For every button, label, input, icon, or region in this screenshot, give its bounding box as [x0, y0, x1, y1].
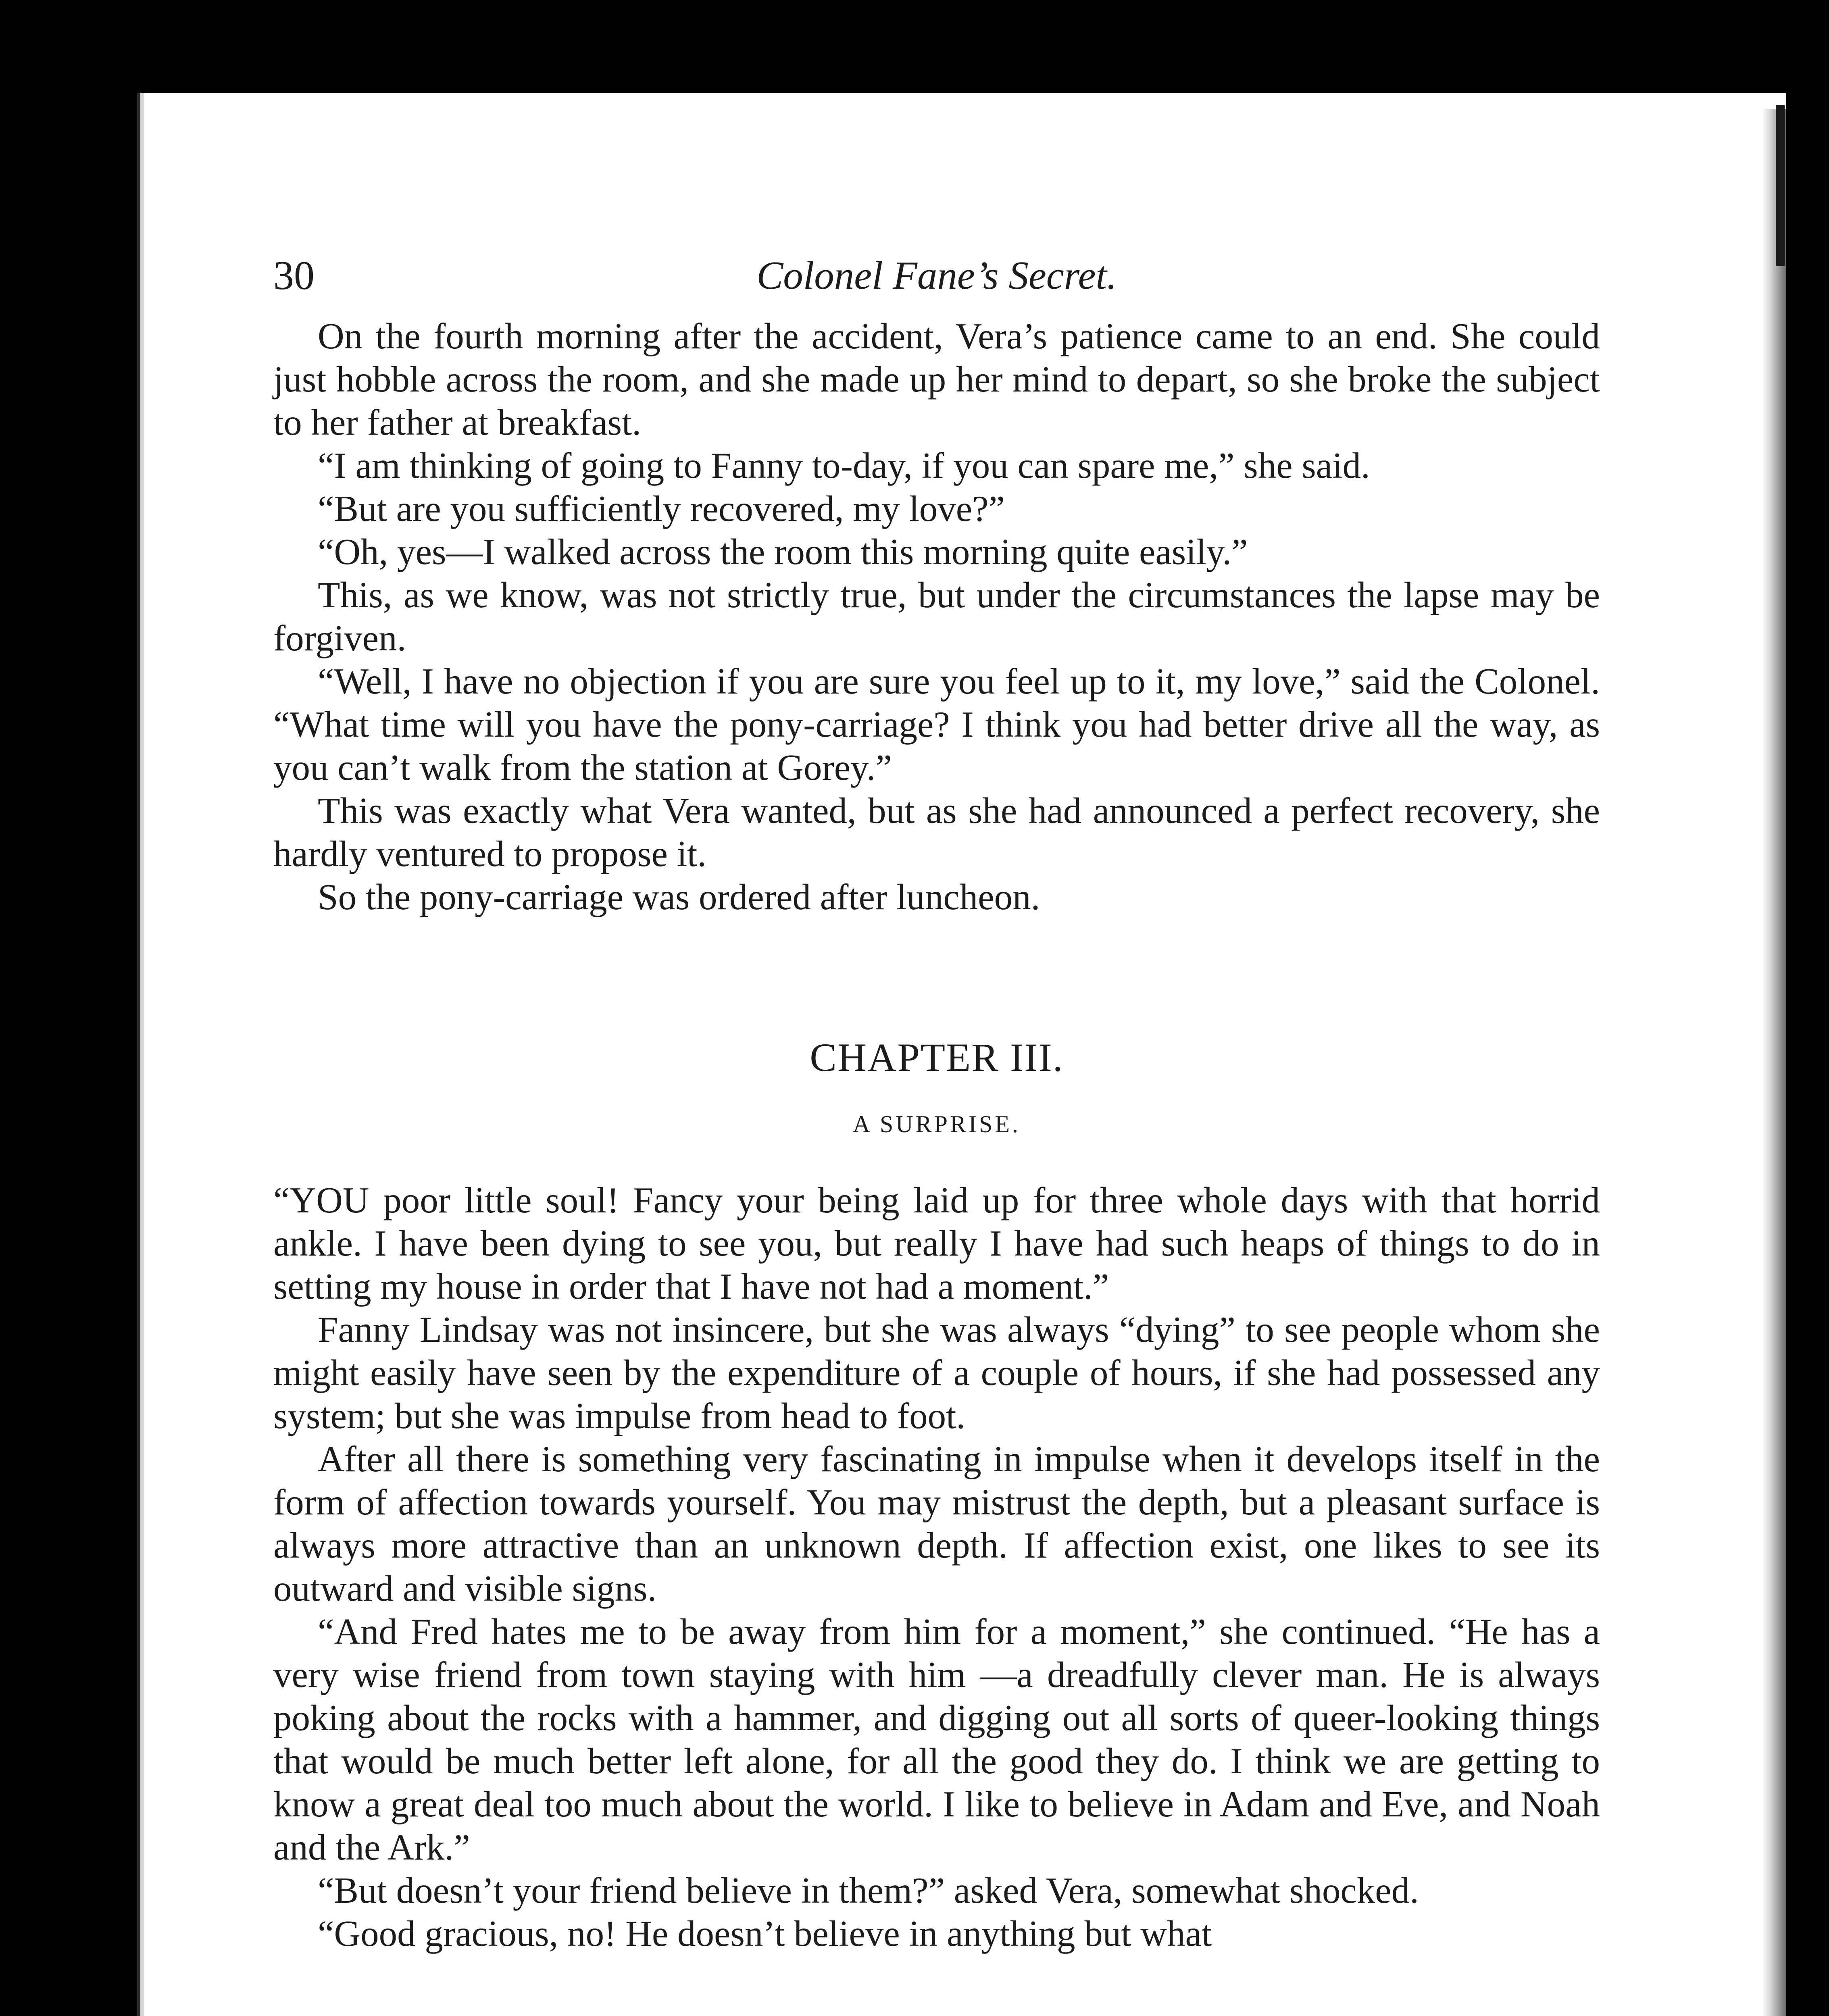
text-block: [273, 246, 1600, 1955]
book-page: [137, 93, 1786, 2016]
paragraph: “But doesn’t your friend believe in them?” asked Vera, somewhat shocked.: [318, 1870, 1419, 1911]
chapter-title: CHAPTER III.: [810, 1035, 1064, 1080]
paragraph: “Well, I have no objection if you are sure you feel up to it, my love,” said the Colonel. “What time will you have the pony-carriage? I think you had better drive all the way, as you can’t walk from the station at Gorey.”: [273, 661, 1600, 788]
paragraph: This was exactly what Vera wanted, but as she had announced a perfect recovery, she hardly ventured to propose it.: [273, 790, 1600, 874]
page-number: 30: [273, 253, 315, 298]
paragraph: “And Fred hates me to be away from him for a moment,” she continued. “He has a very wise friend from town staying with him —a dreadfully clever man. He is always poking about the rocks with a hammer, and digging out all sorts of queer-looking things that would be much better left alone, for all the good they do. I think we are getting to know a great deal too much about the world. I like to believe in Adam and Eve, and Noah and the Ark.”: [273, 1611, 1600, 1868]
running-title: Colonel Fane’s Secret.: [756, 254, 1117, 298]
paragraph: This, as we know, was not strictly true, but under the circumstances the lapse may be forgiven.: [273, 575, 1600, 658]
chapter-spacer: [273, 918, 1600, 1033]
binding-mark: [1776, 105, 1785, 266]
paragraph: “Oh, yes—I walked across the room this morning quite easily.”: [318, 531, 1248, 572]
paragraph: “I am thinking of going to Fanny to-day, if you can spare me,” she said.: [318, 445, 1370, 486]
chapter-subtitle: A SURPRISE.: [852, 1111, 1021, 1137]
paragraph: “But are you sufficiently recovered, my love?”: [318, 488, 1005, 529]
running-head: [273, 246, 1600, 314]
paragraph: On the fourth morning after the accident, Vera’s patience came to an end. She could just hobble across the room, and she made up her mind to depart, so she broke the subject to her father at breakfast.: [273, 316, 1600, 443]
paragraph: Fanny Lindsay was not insincere, but she was always “dying” to see people whom she might easily have seen by the expenditure of a couple of hours, if she had possessed any system; but she was impulse from head to foot.: [273, 1309, 1600, 1436]
paragraph: After all there is something very fascinating in impulse when it develops itself in the form of affection towards yourself. You may mistrust the depth, but a pleasant surface is always more attractive than an unknown depth. If affection exist, one likes to see its outward and visible signs.: [273, 1439, 1600, 1609]
paragraph: So the pony-carriage was ordered after luncheon.: [318, 877, 1040, 917]
paragraph: “Good gracious, no! He doesn’t believe in anything but what: [318, 1913, 1212, 1954]
paragraph: “YOU poor little soul! Fancy your being laid up for three whole days with that horrid ankle. I have been dying to see you, but really I have had such heaps of things to do in setting my house in order that I have not had a moment.”: [273, 1180, 1600, 1307]
page-edge-shadow: [1762, 109, 1786, 2016]
